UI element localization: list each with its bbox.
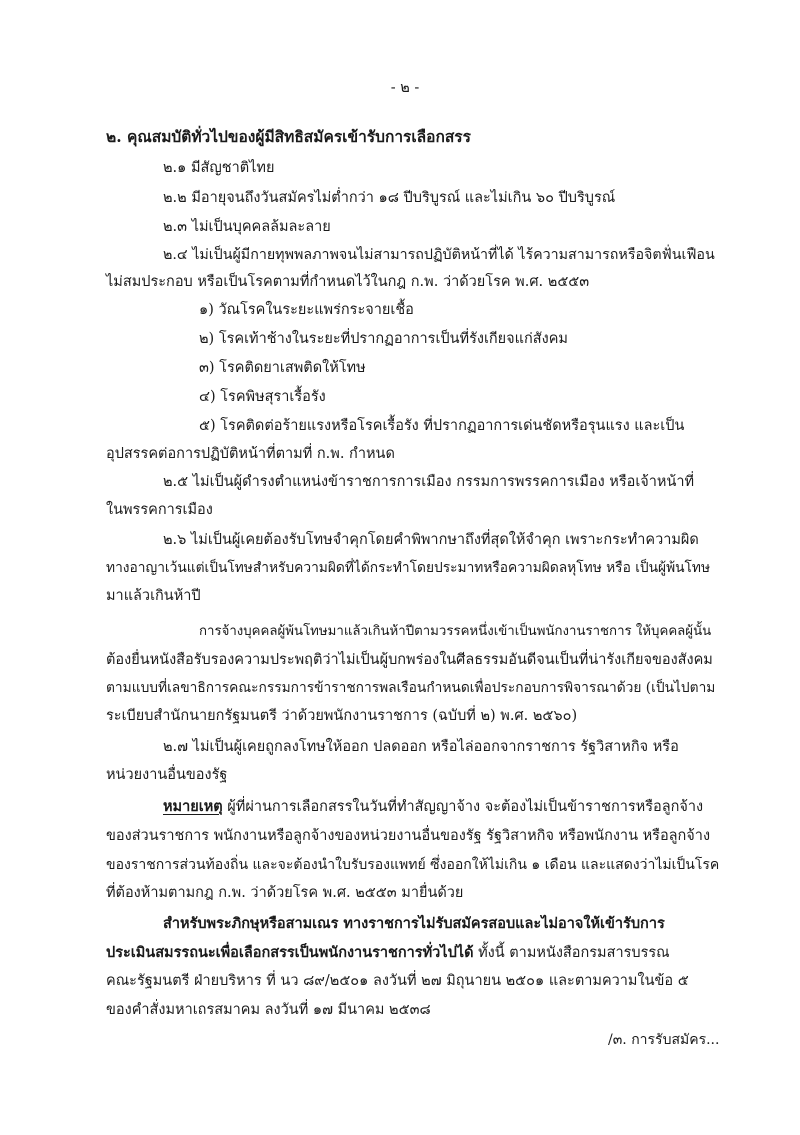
hire-paragraph-line-4: ระเบียบสำนักนายกรัฐมนตรี ว่าด้วยพนักงานราชการ (ฉบับที่ ๒) พ.ศ. ๒๕๖๐) bbox=[106, 708, 578, 724]
item-2-4-line-2: ไม่สมประกอบ หรือเป็นโรคตามที่กำหนดไว้ในกฎ ก.พ. ว่าด้วยโรค พ.ศ. ๒๕๕๓ bbox=[106, 274, 590, 290]
continuation-marker: /๓. การรับสมัคร... bbox=[608, 1032, 720, 1048]
section-heading: ๒. คุณสมบัติทั่วไปของผู้มีสิทธิสมัครเข้ารับการเลือกสรร bbox=[106, 127, 471, 146]
disease-5-line-1: ๕) โรคติดต่อร้ายแรงหรือโรคเรื้อรัง ที่ปรากฏอาการเด่นชัดหรือรุนแรง และเป็น bbox=[199, 418, 685, 434]
monk-line-2 bbox=[106, 943, 670, 963]
monk-line-4: ของคำสั่งมหาเถรสมาคม ลงวันที่ ๑๗ มีนาคม ๒๕๓๘ bbox=[106, 1002, 431, 1018]
page-number: - ๒ - bbox=[390, 80, 420, 96]
item-2-1: ๒.๑ มีสัญชาติไทย bbox=[163, 160, 275, 176]
note-line-1 bbox=[163, 797, 703, 817]
item-2-7-line-1: ๒.๗ ไม่เป็นผู้เคยถูกลงโทษให้ออก ปลดออก หรือไล่ออกจากราชการ รัฐวิสาหกิจ หรือ bbox=[163, 739, 679, 755]
item-2-5-line-2: ในพรรคการเมือง bbox=[106, 502, 213, 518]
disease-1: ๑) วัณโรคในระยะแพร่กระจายเชื้อ bbox=[199, 302, 414, 318]
note-line-2: ของส่วนราชการ พนักงานหรือลูกจ้างของหน่วยงานอื่นของรัฐ รัฐวิสาหกิจ หรือพนักงาน หรือลูกจ้าง bbox=[106, 828, 711, 844]
monk-line-2-rest: ทั้งนี้ ตามหนังสือกรมสารบรรณ bbox=[473, 945, 670, 961]
item-2-6-line-2: ทางอาญาเว้นแต่เป็นโทษสำหรับความผิดที่ได้กระทำโดยประมาทหรือความผิดลหุโทษ หรือ เป็นผู้พ้นโทษ bbox=[106, 560, 711, 576]
item-2-4-line-1: ๒.๔ ไม่เป็นผู้มีกายทุพพลภาพจนไม่สามารถปฏิบัติหน้าที่ได้ ไร้ความสามารถหรือจิตฟั่นเฟือน bbox=[163, 247, 715, 263]
item-2-7-line-2: หน่วยงานอื่นของรัฐ bbox=[106, 767, 228, 783]
monk-line-3: คณะรัฐมนตรี ฝ่ายบริหาร ที่ นว ๘๙/๒๕๐๑ ลงวันที่ ๒๗ มิถุนายน ๒๕๐๑ และตามความในข้อ ๕ bbox=[106, 973, 689, 989]
hire-paragraph-line-2: ต้องยื่นหนังสือรับรองความประพฤติว่าไม่เป็นผู้บกพร่องในศีลธรรมอันดีจนเป็นที่น่ารังเกียจของสังคม bbox=[106, 652, 713, 668]
note-text-1: ผู้ที่ผ่านการเลือกสรรในวันที่ทำสัญญาจ้าง จะต้องไม่เป็นข้าราชการหรือลูกจ้าง bbox=[227, 799, 704, 815]
disease-4: ๔) โรคพิษสุราเรื้อรัง bbox=[199, 389, 326, 405]
disease-2: ๒) โรคเท้าช้างในระยะที่ปรากฏอาการเป็นที่รังเกียจแก่สังคม bbox=[199, 331, 568, 347]
hire-paragraph-line-1: การจ้างบุคคลผู้พ้นโทษมาแล้วเกินห้าปีตามวรรคหนึ่งเข้าเป็นพนักงานราชการ ให้บุคคลผู้นั้น bbox=[199, 624, 712, 639]
monk-line-2-bold: ประเมินสมรรถนะเพื่อเลือกสรรเป็นพนักงานราชการทั่วไปได้ bbox=[106, 944, 474, 961]
item-2-2: ๒.๒ มีอายุจนถึงวันสมัครไม่ต่ำกว่า ๑๘ ปีบริบูรณ์ และไม่เกิน ๖๐ ปีบริบูรณ์ bbox=[163, 190, 616, 206]
item-2-5-line-1: ๒.๕ ไม่เป็นผู้ดำรงตำแหน่งข้าราชการการเมือง กรรมการพรรคการเมือง หรือเจ้าหน้าที่ bbox=[163, 474, 695, 490]
disease-5-line-2: อุปสรรคต่อการปฏิบัติหน้าที่ตามที่ ก.พ. กำหนด bbox=[106, 446, 395, 462]
monk-line-1: สำหรับพระภิกษุหรือสามเณร ทางราชการไม่รับสมัครสอบและไม่อาจให้เข้ารับการ bbox=[163, 915, 665, 932]
item-2-6-line-1: ๒.๖ ไม่เป็นผู้เคยต้องรับโทษจำคุกโดยคำพิพากษาถึงที่สุดให้จำคุก เพราะกระทำความผิด bbox=[163, 532, 699, 548]
disease-3: ๓) โรคติดยาเสพติดให้โทษ bbox=[199, 360, 366, 376]
item-2-6-line-3: มาแล้วเกินห้าปี bbox=[106, 588, 201, 604]
note-line-4: ที่ต้องห้ามตามกฎ ก.พ. ว่าด้วยโรค พ.ศ. ๒๕๕๓ มายื่นด้วย bbox=[106, 885, 464, 901]
note-line-3: ของราชการส่วนท้องถิ่น และจะต้องนำใบรับรองแพทย์ ซึ่งออกให้ไม่เกิน ๑ เดือน และแสดงว่าไม่เป็นโรค bbox=[106, 857, 720, 873]
hire-paragraph-line-3: ตามแบบที่เลขาธิการคณะกรรมการข้าราชการพลเรือนกำหนดเพื่อประกอบการพิจารณาด้วย (เป็นไปตาม bbox=[106, 680, 716, 696]
note-label: หมายเหตุ bbox=[163, 798, 223, 815]
item-2-3: ๒.๓ ไม่เป็นบุคคลล้มละลาย bbox=[163, 219, 331, 235]
